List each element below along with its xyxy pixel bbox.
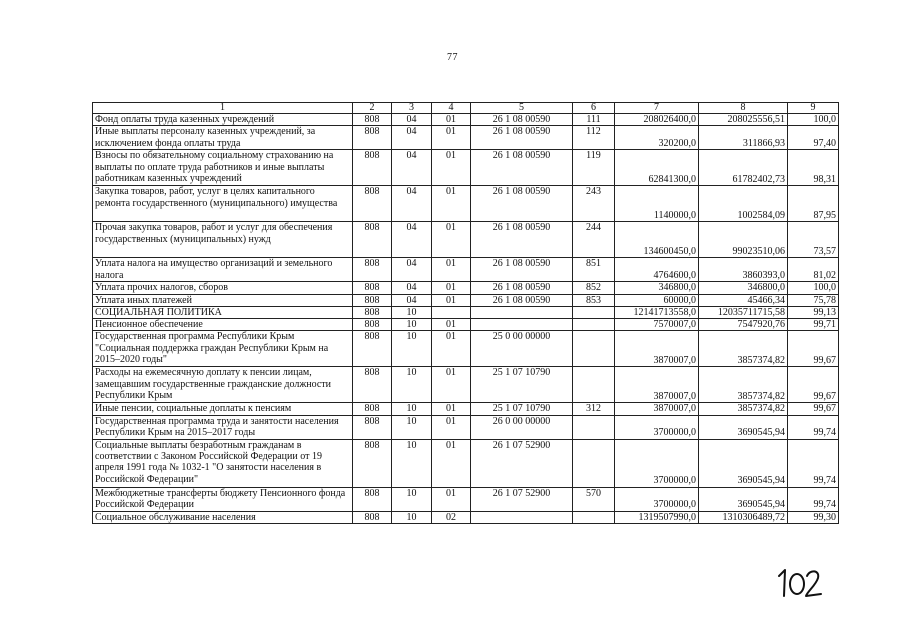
table-row [93,114,839,126]
cell-ministry-code: 808 [353,306,392,318]
column-header: 1 [93,103,353,114]
cell-executed: 3857374,82 [699,367,788,403]
cell-subsection: 01 [432,403,471,415]
table-row [93,126,839,150]
table-row [93,439,839,487]
cell-percent: 97,40 [788,126,839,150]
cell-ministry-code: 808 [353,367,392,403]
table-row [93,403,839,415]
cell-section: 04 [392,186,432,222]
row-name: Иные выплаты персоналу казенных учреждений, за исключением фонда оплаты труда [93,126,353,150]
cell-target-article: 26 1 08 00590 [471,126,573,150]
cell-expense-type [573,306,615,318]
cell-ministry-code: 808 [353,415,392,439]
cell-target-article: 26 1 08 00590 [471,114,573,126]
cell-target-article: 25 0 00 00000 [471,331,573,367]
cell-ministry-code: 808 [353,282,392,294]
cell-executed: 1310306489,72 [699,511,788,523]
row-name: Уплата налога на имущество организаций и земельного налога [93,258,353,282]
cell-subsection: 01 [432,282,471,294]
row-name: Государственная программа труда и занятости населения Республики Крым на 2015–2017 годы [93,415,353,439]
cell-expense-type [573,511,615,523]
row-name: Расходы на ежемесячную доплату к пенсии лицам, замещавшим государственные гражданские должности Республики Крым [93,367,353,403]
cell-executed: 3690545,94 [699,439,788,487]
row-name: Социальные выплаты безработным гражданам в соответствии с Законом Российской Федерации от 19 апреля 1991 года № 1032-1 "О занятости населения в Российской Федерации" [93,439,353,487]
cell-ministry-code: 808 [353,403,392,415]
cell-target-article: 26 1 08 00590 [471,186,573,222]
cell-executed: 45466,34 [699,294,788,306]
cell-executed: 3857374,82 [699,331,788,367]
cell-planned: 3870007,0 [615,367,699,403]
cell-percent: 99,74 [788,487,839,511]
cell-ministry-code: 808 [353,126,392,150]
cell-target-article [471,306,573,318]
column-number-row [93,103,839,114]
cell-ministry-code: 808 [353,319,392,331]
cell-subsection: 01 [432,126,471,150]
cell-expense-type: 312 [573,403,615,415]
cell-percent: 98,31 [788,150,839,186]
cell-percent: 99,30 [788,511,839,523]
cell-expense-type: 243 [573,186,615,222]
row-name: Взносы по обязательному социальному страхованию на выплаты по оплате труда работников и иные выплаты работникам казенных учреждений [93,150,353,186]
cell-planned: 7570007,0 [615,319,699,331]
cell-subsection: 01 [432,487,471,511]
cell-percent: 99,67 [788,403,839,415]
cell-expense-type [573,319,615,331]
cell-section: 04 [392,282,432,294]
row-name: Социальное обслуживание населения [93,511,353,523]
cell-subsection: 02 [432,511,471,523]
cell-planned: 134600450,0 [615,222,699,258]
cell-planned: 3700000,0 [615,439,699,487]
cell-executed: 3690545,94 [699,415,788,439]
cell-target-article: 26 1 08 00590 [471,150,573,186]
cell-percent: 100,0 [788,282,839,294]
cell-expense-type [573,331,615,367]
cell-ministry-code: 808 [353,150,392,186]
cell-executed: 12035711715,58 [699,306,788,318]
cell-target-article: 25 1 07 10790 [471,367,573,403]
cell-section: 10 [392,403,432,415]
cell-executed: 311866,93 [699,126,788,150]
cell-expense-type: 112 [573,126,615,150]
row-name: Закупка товаров, работ, услуг в целях капитального ремонта государственного (муниципального) имущества [93,186,353,222]
cell-ministry-code: 808 [353,439,392,487]
row-name: СОЦИАЛЬНАЯ ПОЛИТИКА [93,306,353,318]
cell-expense-type: 244 [573,222,615,258]
cell-executed: 99023510,06 [699,222,788,258]
cell-section: 10 [392,439,432,487]
cell-section: 04 [392,294,432,306]
cell-target-article: 26 1 08 00590 [471,294,573,306]
cell-percent: 99,74 [788,415,839,439]
cell-planned: 208026400,0 [615,114,699,126]
cell-section: 10 [392,415,432,439]
cell-subsection: 01 [432,415,471,439]
cell-subsection: 01 [432,319,471,331]
cell-target-article: 26 1 08 00590 [471,282,573,294]
cell-target-article: 26 1 08 00590 [471,258,573,282]
table-row [93,258,839,282]
handwritten-page-number [775,562,825,602]
cell-executed: 3690545,94 [699,487,788,511]
cell-percent: 99,71 [788,319,839,331]
cell-executed: 61782402,73 [699,150,788,186]
cell-target-article: 26 1 08 00590 [471,222,573,258]
cell-planned: 3700000,0 [615,415,699,439]
cell-ministry-code: 808 [353,331,392,367]
cell-section: 04 [392,258,432,282]
cell-ministry-code: 808 [353,258,392,282]
cell-planned: 60000,0 [615,294,699,306]
table-row [93,319,839,331]
cell-section: 10 [392,306,432,318]
cell-section: 04 [392,126,432,150]
cell-executed: 208025556,51 [699,114,788,126]
cell-ministry-code: 808 [353,186,392,222]
cell-planned: 346800,0 [615,282,699,294]
table-row [93,282,839,294]
cell-planned: 3870007,0 [615,403,699,415]
cell-expense-type: 111 [573,114,615,126]
cell-ministry-code: 808 [353,294,392,306]
cell-target-article [471,319,573,331]
cell-target-article: 25 1 07 10790 [471,403,573,415]
cell-ministry-code: 808 [353,114,392,126]
cell-expense-type: 853 [573,294,615,306]
cell-subsection [432,306,471,318]
cell-ministry-code: 808 [353,222,392,258]
cell-executed: 3857374,82 [699,403,788,415]
cell-section: 10 [392,511,432,523]
cell-executed: 7547920,76 [699,319,788,331]
cell-planned: 3870007,0 [615,331,699,367]
cell-subsection: 01 [432,258,471,282]
cell-percent: 73,57 [788,222,839,258]
cell-expense-type [573,415,615,439]
cell-subsection: 01 [432,150,471,186]
cell-ministry-code: 808 [353,487,392,511]
cell-executed: 346800,0 [699,282,788,294]
cell-section: 10 [392,367,432,403]
cell-section: 04 [392,150,432,186]
cell-expense-type: 119 [573,150,615,186]
cell-target-article: 26 0 00 00000 [471,415,573,439]
cell-percent: 99,67 [788,367,839,403]
cell-executed: 3860393,0 [699,258,788,282]
table-row [93,294,839,306]
row-name: Межбюджетные трансферты бюджету Пенсионного фонда Российской Федерации [93,487,353,511]
cell-planned: 12141713558,0 [615,306,699,318]
cell-percent: 99,67 [788,331,839,367]
cell-section: 04 [392,114,432,126]
column-header: 6 [573,103,615,114]
cell-executed: 1002584,09 [699,186,788,222]
table-row [93,367,839,403]
cell-planned: 320200,0 [615,126,699,150]
row-name: Уплата иных платежей [93,294,353,306]
cell-ministry-code: 808 [353,511,392,523]
cell-subsection: 01 [432,367,471,403]
row-name: Фонд оплаты труда казенных учреждений [93,114,353,126]
cell-target-article [471,511,573,523]
cell-planned: 4764600,0 [615,258,699,282]
table-row [93,511,839,523]
table-row [93,150,839,186]
table-row [93,487,839,511]
table-row [93,186,839,222]
cell-section: 10 [392,331,432,367]
cell-planned: 1319507990,0 [615,511,699,523]
column-header: 9 [788,103,839,114]
cell-subsection: 01 [432,222,471,258]
cell-expense-type: 851 [573,258,615,282]
table-row [93,331,839,367]
column-header: 8 [699,103,788,114]
table-row [93,222,839,258]
cell-section: 10 [392,319,432,331]
cell-percent: 81,02 [788,258,839,282]
cell-section: 10 [392,487,432,511]
cell-target-article: 26 1 07 52900 [471,439,573,487]
cell-planned: 62841300,0 [615,150,699,186]
budget-expenditure-table [92,102,839,524]
cell-percent: 99,74 [788,439,839,487]
table-row [93,306,839,318]
column-header: 7 [615,103,699,114]
row-name: Иные пенсии, социальные доплаты к пенсиям [93,403,353,415]
cell-target-article: 26 1 07 52900 [471,487,573,511]
cell-expense-type: 570 [573,487,615,511]
cell-subsection: 01 [432,439,471,487]
cell-expense-type [573,367,615,403]
column-header: 4 [432,103,471,114]
cell-planned: 3700000,0 [615,487,699,511]
row-name: Уплата прочих налогов, сборов [93,282,353,294]
page-number: 77 [447,52,458,63]
column-header: 2 [353,103,392,114]
row-name: Пенсионное обеспечение [93,319,353,331]
table-row [93,415,839,439]
cell-subsection: 01 [432,114,471,126]
cell-section: 04 [392,222,432,258]
cell-percent: 87,95 [788,186,839,222]
cell-percent: 99,13 [788,306,839,318]
cell-percent: 100,0 [788,114,839,126]
row-name: Государственная программа Республики Крым "Социальная поддержка граждан Республики Крым на 2015–2020 годы" [93,331,353,367]
cell-subsection: 01 [432,294,471,306]
cell-expense-type [573,439,615,487]
cell-expense-type: 852 [573,282,615,294]
cell-planned: 1140000,0 [615,186,699,222]
column-header: 3 [392,103,432,114]
row-name: Прочая закупка товаров, работ и услуг для обеспечения государственных (муниципальных) нужд [93,222,353,258]
cell-percent: 75,78 [788,294,839,306]
column-header: 5 [471,103,573,114]
cell-subsection: 01 [432,331,471,367]
cell-subsection: 01 [432,186,471,222]
